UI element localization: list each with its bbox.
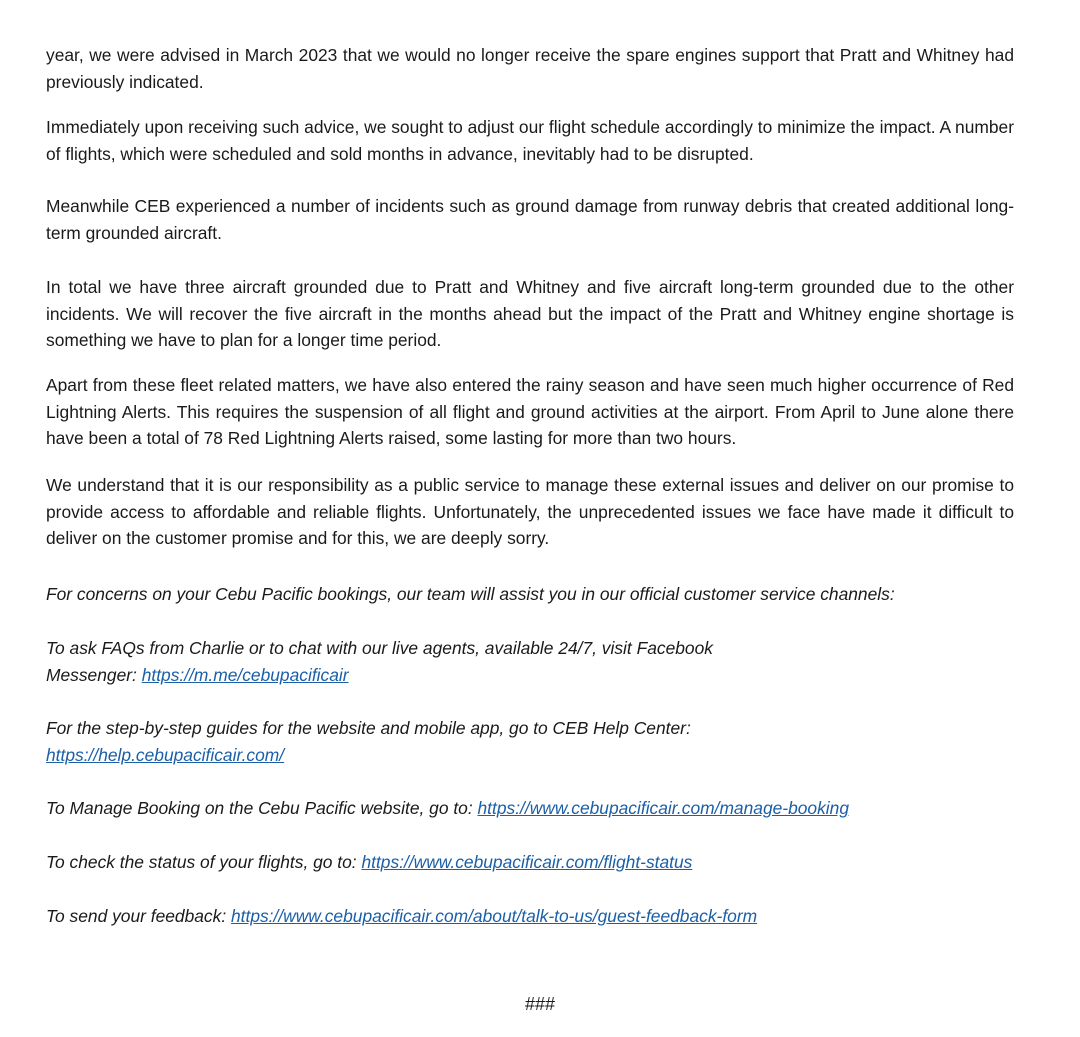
paragraph-schedule-adjustment: Immediately upon receiving such advice, we sought to adjust our flight schedule accordingly to minimize the impact. A number of flights, which were scheduled and sold months in advance, inevitably had to be disrupted.: [46, 117, 1014, 164]
feedback-form-link[interactable]: https://www.cebupacificair.com/about/talk-to-us/guest-feedback-form: [230, 906, 758, 926]
paragraph-apology: We understand that it is our responsibility as a public service to manage these external issues and deliver on our promise to provide access to affordable and reliable flights. Unfortunately, the unprecedented issues we face have made it difficult to deliver on the customer promise and for this, we are deeply sorry.: [46, 475, 1014, 549]
help-center-link[interactable]: https://help.cebupacificair.com/: [46, 744, 285, 765]
channel-help-center: For the step-by-step guides for the website and mobile app, go to CEB Help Center: https://help.cebupacificair.com/: [46, 718, 691, 765]
channel-feedback: To send your feedback: https://www.cebupacificair.com/about/talk-to-us/guest-feedback-form: [46, 906, 758, 926]
paragraph-grounded-aircraft: In total we have three aircraft grounded due to Pratt and Whitney and five aircraft long-term grounded due to the other incidents. We will recover the five aircraft in the months ahead but the impact of the Pratt and Whitney engine shortage is something we have to plan for a longer time period.: [46, 277, 1014, 351]
closing-mark: ###: [524, 994, 556, 1014]
channel-flight-status: To check the status of your flights, go to: https://www.cebupacificair.com/flight-status: [46, 852, 693, 872]
paragraph-red-lightning-alerts: Apart from these fleet related matters, we have also entered the rainy season and have seen much higher occurrence of Red Lightning Alerts. This requires the suspension of all flight and ground activities at the airport. From April to June alone there have been a total of 78 Red Lightning Alerts raised, some lasting for more than two hours.: [46, 375, 1014, 449]
flight-status-link[interactable]: https://www.cebupacificair.com/flight-status: [361, 852, 693, 872]
paragraph-ground-damage: Meanwhile CEB experienced a number of incidents such as ground damage from runway debris that created additional long-term grounded aircraft.: [46, 196, 1014, 243]
channel-manage-booking: To Manage Booking on the Cebu Pacific website, go to: https://www.cebupacificair.com/manage-booking: [46, 798, 850, 818]
paragraph-spare-engines: year, we were advised in March 2023 that we would no longer receive the spare engines support that Pratt and Whitney had previously indicated.: [46, 45, 1014, 92]
channel-messenger: To ask FAQs from Charlie or to chat with our live agents, available 24/7, visit Facebook Messenger: https://m.me/cebupacificair: [46, 638, 713, 685]
contact-intro: For concerns on your Cebu Pacific bookings, our team will assist you in our official customer service channels:: [46, 584, 895, 604]
messenger-link[interactable]: https://m.me/cebupacificair: [141, 664, 349, 685]
manage-booking-link[interactable]: https://www.cebupacificair.com/manage-booking: [477, 798, 850, 818]
